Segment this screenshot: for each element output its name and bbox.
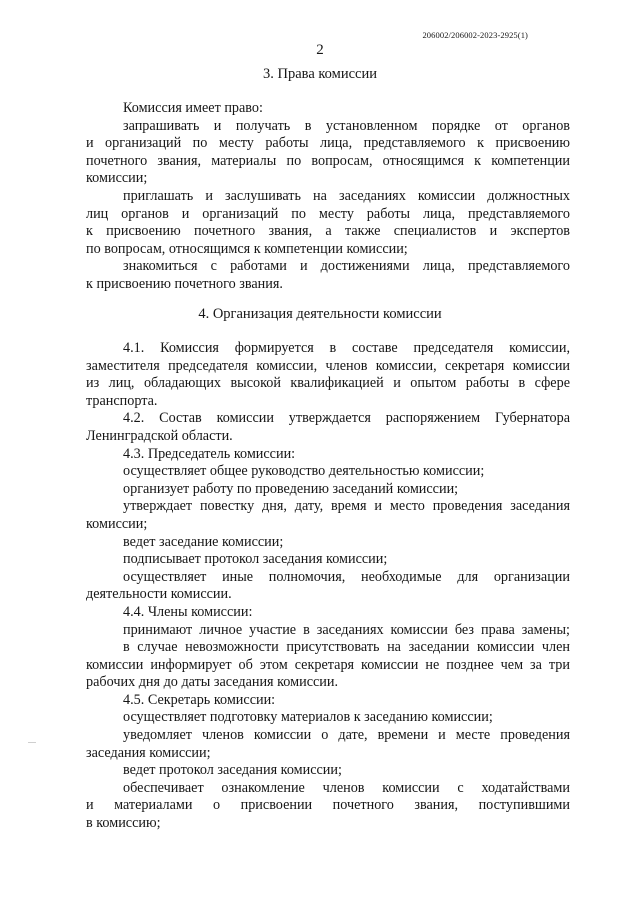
- scan-mark: [28, 742, 36, 743]
- text-line: по вопросам, относящимся к компетенции комиссии;: [86, 240, 408, 257]
- section-4-body: [86, 340, 570, 833]
- text-line: к присвоению почетного звания, а также специалистов и экспертов: [86, 223, 570, 240]
- text-line: к присвоению почетного звания.: [86, 275, 283, 292]
- text-line: комиссии информирует об этом секретаря комиссии не позднее чем за три: [86, 656, 570, 673]
- text-line: комиссии;: [86, 515, 148, 532]
- text-line: принимают личное участие в заседаниях комиссии без права замены;: [123, 621, 570, 638]
- section-3-heading: 3. Права комиссии: [263, 66, 377, 82]
- text-line: осуществляет общее руководство деятельностью комиссии;: [123, 463, 485, 480]
- text-line: организует работу по проведению заседаний комиссии;: [123, 480, 459, 497]
- text-line: 4.1. Комиссия формируется в составе председателя комиссии,: [123, 340, 570, 356]
- text-line: Ленинградской области.: [86, 427, 233, 444]
- text-line: подписывает протокол заседания комиссии;: [123, 551, 388, 568]
- text-line: из лиц, обладающих высокой квалификацией и опытом работы в сфере: [86, 375, 570, 392]
- text-line: 4.3. Председатель комиссии:: [123, 445, 296, 462]
- page-number: 2: [316, 42, 324, 58]
- text-line: комиссии;: [86, 170, 148, 187]
- text-line: обеспечивает ознакомление членов комиссии с ходатайствами: [123, 779, 570, 796]
- text-line: почетного звания, материалы по вопросам, относящимся к компетенции: [86, 152, 570, 169]
- text-line: и организаций по месту работы лица, представляемого к присвоению: [86, 135, 570, 152]
- text-line: 4.2. Состав комиссии утверждается распоряжением Губернатора: [123, 410, 570, 427]
- text-line: рабочих дня до даты заседания комиссии.: [86, 674, 339, 691]
- text-line: ведет заседание комиссии;: [123, 533, 284, 550]
- section-3-body: [86, 100, 570, 294]
- text-line: в случае невозможности присутствовать на заседании комиссии член: [123, 639, 570, 656]
- text-line: заседания комиссии;: [86, 744, 211, 761]
- text-line: ведет протокол заседания комиссии;: [123, 762, 342, 779]
- text-line: и материалами о присвоении почетного звания, поступившими: [86, 797, 570, 814]
- text-line: осуществляет подготовку материалов к заседанию комиссии;: [123, 709, 493, 726]
- text-line: транспорта.: [86, 392, 158, 409]
- text-line: приглашать и заслушивать на заседаниях комиссии должностных: [123, 187, 570, 204]
- text-line: знакомиться с работами и достижениями лица, представляемого: [123, 258, 570, 275]
- document-id: 206002/206002-2023-2925(1): [422, 30, 528, 40]
- text-line: деятельности комиссии.: [86, 586, 232, 603]
- text-line: осуществляет иные полномочия, необходимые для организации: [123, 568, 570, 585]
- text-line: заместителя председателя комиссии, членов комиссии, секретаря комиссии: [86, 357, 570, 374]
- text-line: утверждает повестку дня, дату, время и место проведения заседания: [123, 498, 570, 515]
- text-line: в комиссию;: [86, 815, 161, 832]
- text-line: уведомляет членов комиссии о дате, времени и месте проведения: [123, 727, 570, 744]
- text-line: 4.5. Секретарь комиссии:: [123, 691, 276, 708]
- text-line: запрашивать и получать в установленном порядке от органов: [123, 117, 570, 134]
- text-line: лиц органов и организаций по месту работы лица, представляемого: [86, 205, 570, 222]
- section-4-heading: 4. Организация деятельности комиссии: [198, 306, 442, 322]
- text-line: 4.4. Члены комиссии:: [123, 603, 253, 620]
- text-line: Комиссия имеет право:: [123, 100, 263, 116]
